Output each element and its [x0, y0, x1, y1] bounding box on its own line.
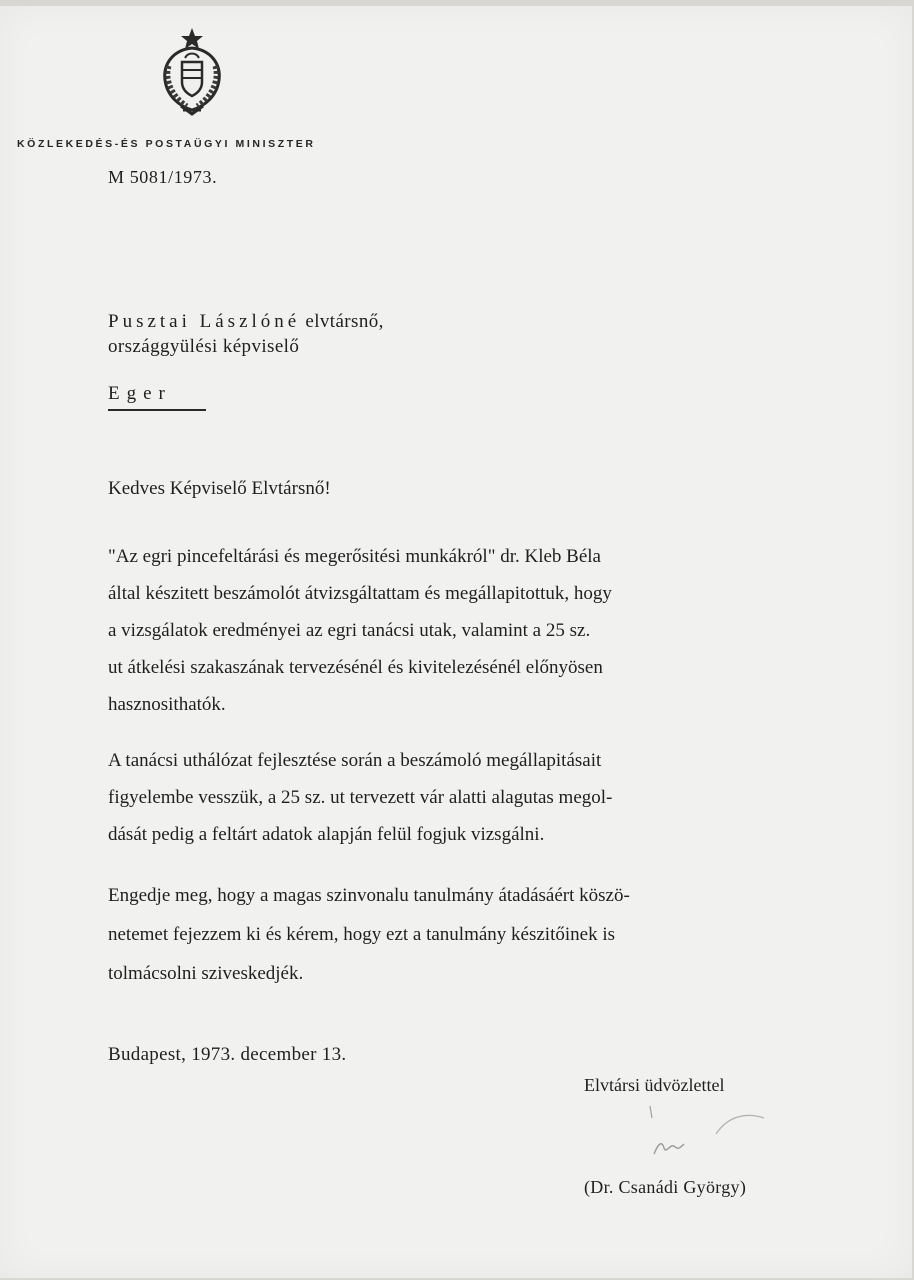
date-line: Budapest, 1973. december 13. [108, 1044, 347, 1065]
paragraph-line: hasznosithatók. [108, 694, 226, 715]
ministry-letterhead: KÖZLEKEDÉS-ÉS POSTAÜGYI MINISZTER [17, 138, 316, 150]
paragraph-line: Engedje meg, hogy a magas szinvonalu tanulmány átadásáért köszö- [108, 885, 630, 906]
hungarian-coat-of-arms-icon [155, 26, 229, 116]
letter-sheet [0, 6, 912, 1278]
recipient-name-suffix: elvtársnő, [300, 311, 384, 332]
recipient-city: Eger [108, 383, 206, 411]
recipient-name [108, 311, 384, 333]
paragraph-line: figyelembe vesszük, a 25 sz. ut tervezett vár alatti alagutas megol- [108, 787, 613, 808]
recipient-name-spaced: Pusztai Lászlóné [108, 311, 301, 332]
paragraph-line: ut átkelési szakaszának tervezésénél és kivitelezésénél előnyösen [108, 657, 603, 678]
paragraph-line: dását pedig a feltárt adatok alapján felül fogjuk vizsgálni. [108, 824, 545, 845]
recipient-title: országgyülési képviselő [108, 336, 300, 357]
handwritten-signature [644, 1104, 794, 1166]
paragraph-line: "Az egri pincefeltárási és megerősitési munkákról" dr. Kleb Béla [108, 546, 601, 567]
reference-number: M 5081/1973. [108, 167, 218, 187]
paragraph-line: netemet fejezzem ki és kérem, hogy ezt a tanulmány készitőinek is [108, 924, 615, 945]
paragraph-line: által készitett beszámolót átvizsgáltattam és megállapitottuk, hogy [108, 583, 612, 604]
signer-name: (Dr. Csanádi György) [584, 1177, 747, 1197]
salutation: Kedves Képviselő Elvtársnő! [108, 478, 331, 499]
paragraph-line: a vizsgálatok eredményei az egri tanácsi utak, valamint a 25 sz. [108, 620, 591, 641]
closing-greeting: Elvtársi üdvözlettel [584, 1075, 725, 1095]
paragraph-line: tolmácsolni sziveskedjék. [108, 963, 304, 984]
paragraph-line: A tanácsi uthálózat fejlesztése során a beszámoló megállapitásait [108, 750, 602, 771]
